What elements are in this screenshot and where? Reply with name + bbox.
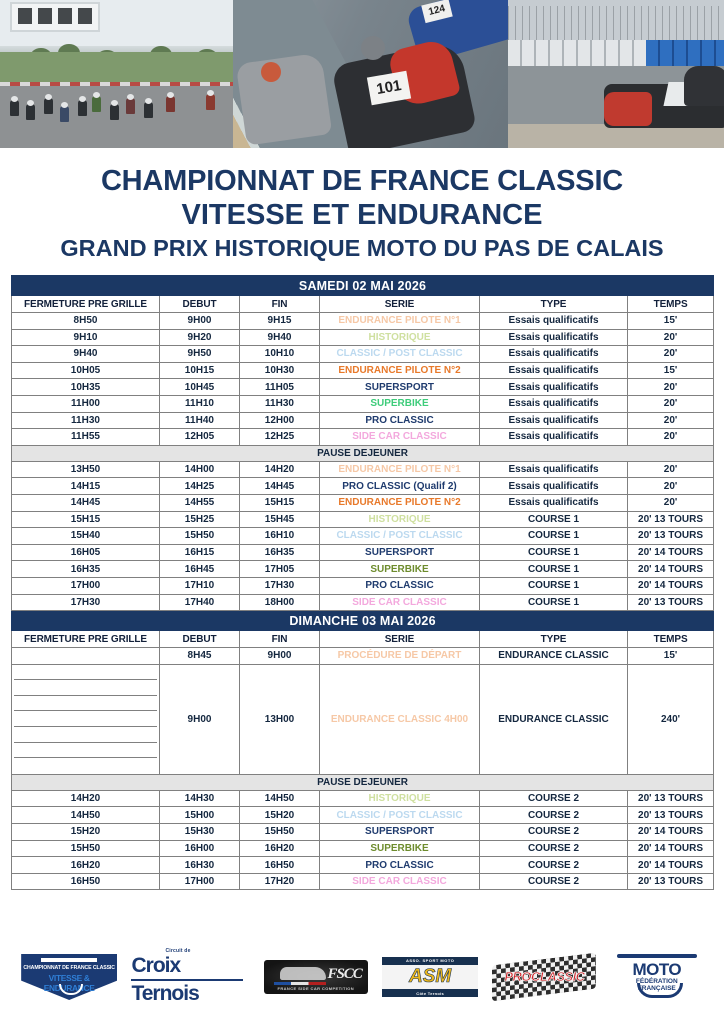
cell-serie: CLASSIC / POST CLASSIC <box>320 346 480 363</box>
cell-debut: 15H00 <box>160 807 240 824</box>
cell-type: COURSE 1 <box>480 528 628 545</box>
column-header-4: TYPE <box>480 296 628 313</box>
table-row <box>12 329 714 346</box>
cell-temps: 20' 14 TOURS <box>628 824 714 841</box>
cell-temps: 20' 14 TOURS <box>628 840 714 857</box>
cell-temps: 20' <box>628 329 714 346</box>
column-header-0: FERMETURE PRE GRILLE <box>12 631 160 648</box>
cell-fermeture: 9H40 <box>12 346 160 363</box>
cell-debut: 10H45 <box>160 379 240 396</box>
cell-temps: 20' <box>628 429 714 446</box>
column-header-row <box>12 631 714 648</box>
cell-fermeture: 16H35 <box>12 561 160 578</box>
cell-serie: CLASSIC / POST CLASSIC <box>320 807 480 824</box>
cell-temps: 20' <box>628 379 714 396</box>
table-row <box>12 528 714 545</box>
cell-fin: 11H05 <box>240 379 320 396</box>
table-row <box>12 857 714 874</box>
cell-fin: 13H00 <box>240 664 320 774</box>
table-row <box>12 840 714 857</box>
table-row <box>12 412 714 429</box>
cell-temps: 20' <box>628 461 714 478</box>
column-header-5: TEMPS <box>628 631 714 648</box>
endurance-empty-subrow <box>14 680 157 696</box>
cell-serie: PRO CLASSIC (Qualif 2) <box>320 478 480 495</box>
cell-type: Essais qualificatifs <box>480 379 628 396</box>
table-row <box>12 494 714 511</box>
cell-serie: ENDURANCE PILOTE N°1 <box>320 313 480 330</box>
cell-fermeture: 17H00 <box>12 577 160 594</box>
cell-fermeture: 14H20 <box>12 790 160 807</box>
endurance-empty-subrow <box>14 758 157 774</box>
cell-debut: 12H05 <box>160 429 240 446</box>
logo-ffm-moto: MOTO <box>632 960 682 979</box>
cell-serie: SIDE CAR CLASSIC <box>320 429 480 446</box>
cell-temps: 20' 13 TOURS <box>628 873 714 890</box>
table-row <box>12 577 714 594</box>
cell-serie: PRO CLASSIC <box>320 857 480 874</box>
endurance-empty-subrow <box>14 665 157 681</box>
cell-debut: 14H25 <box>160 478 240 495</box>
cell-fermeture: 17H30 <box>12 594 160 611</box>
cell-serie: PRO CLASSIC <box>320 577 480 594</box>
logo-asm-bottom: Côte Ternois <box>416 991 445 996</box>
logo-ffm-line2: FRANÇAISE <box>637 985 676 992</box>
cell-fin: 10H30 <box>240 362 320 379</box>
cell-fin: 12H25 <box>240 429 320 446</box>
cell-fin: 14H45 <box>240 478 320 495</box>
cell-fin: 16H10 <box>240 528 320 545</box>
cell-type: COURSE 2 <box>480 857 628 874</box>
cell-serie: PROCÉDURE DE DÉPART <box>320 648 480 665</box>
page-title <box>0 148 724 263</box>
cell-serie: HISTORIQUE <box>320 511 480 528</box>
cell-fermeture: 15H50 <box>12 840 160 857</box>
cell-temps: 20' 14 TOURS <box>628 544 714 561</box>
title-line-1: CHAMPIONNAT DE FRANCE CLASSIC <box>100 165 624 197</box>
logo-proclassic <box>492 957 596 997</box>
cell-debut: 8H45 <box>160 648 240 665</box>
table-row <box>12 362 714 379</box>
cell-fermeture: 14H50 <box>12 807 160 824</box>
logo-fscc-text: FSCC <box>327 966 362 982</box>
cell-type: Essais qualificatifs <box>480 329 628 346</box>
cell-temps: 240' <box>628 664 714 774</box>
table-row <box>12 313 714 330</box>
cell-fermeture: 10H05 <box>12 362 160 379</box>
cell-fin: 14H20 <box>240 461 320 478</box>
table-row <box>12 478 714 495</box>
table-row <box>12 346 714 363</box>
cell-fermeture: 10H35 <box>12 379 160 396</box>
cell-temps: 20' 13 TOURS <box>628 807 714 824</box>
cell-fin: 9H00 <box>240 648 320 665</box>
table-row <box>12 561 714 578</box>
photo-pack-of-motorcycles-on-track <box>0 0 233 148</box>
cell-debut: 17H10 <box>160 577 240 594</box>
day-band-label: SAMEDI 02 MAI 2026 <box>12 276 714 296</box>
logo-championnat-de-france-classic <box>21 954 117 1000</box>
table-row <box>12 511 714 528</box>
lunch-break-row <box>12 445 714 461</box>
cell-serie: SIDE CAR CLASSIC <box>320 594 480 611</box>
cell-temps: 20' 13 TOURS <box>628 511 714 528</box>
title-line-2: VITESSE ET ENDURANCE <box>181 199 543 231</box>
cell-fin: 15H15 <box>240 494 320 511</box>
cell-fin: 10H10 <box>240 346 320 363</box>
column-header-5: TEMPS <box>628 296 714 313</box>
cell-fermeture: 16H20 <box>12 857 160 874</box>
cell-debut: 14H30 <box>160 790 240 807</box>
lunch-break-label: PAUSE DEJEUNER <box>12 774 714 790</box>
endurance-empty-subrow <box>14 743 157 759</box>
cell-fin: 16H50 <box>240 857 320 874</box>
cell-fermeture: 11H30 <box>12 412 160 429</box>
logo-asm-top: ASSO. SPORT MOTO <box>405 958 455 963</box>
cell-temps: 15' <box>628 648 714 665</box>
cell-serie: CLASSIC / POST CLASSIC <box>320 528 480 545</box>
cell-debut: 17H40 <box>160 594 240 611</box>
table-row <box>12 664 714 774</box>
cell-fin: 16H35 <box>240 544 320 561</box>
cell-debut: 9H20 <box>160 329 240 346</box>
cell-fermeture: 8H50 <box>12 313 160 330</box>
endurance-empty-subrow <box>14 727 157 743</box>
cell-temps: 20' <box>628 395 714 412</box>
column-header-3: SERIE <box>320 631 480 648</box>
title-line-3: GRAND PRIX HISTORIQUE MOTO DU PAS DE CALAIS <box>60 235 664 261</box>
cell-type: Essais qualificatifs <box>480 494 628 511</box>
cell-debut: 9H00 <box>160 313 240 330</box>
photo-rider-number-101-cornering: 124 101 <box>233 0 508 148</box>
cell-temps: 20' 13 TOURS <box>628 790 714 807</box>
cell-fin: 17H20 <box>240 873 320 890</box>
cell-fermeture: 13H50 <box>12 461 160 478</box>
cell-fin: 12H00 <box>240 412 320 429</box>
cell-fermeture <box>12 648 160 665</box>
logo-croix-small: Circuit de <box>165 948 191 954</box>
cell-fermeture: 14H45 <box>12 494 160 511</box>
day-band-row <box>12 276 714 296</box>
cell-type: Essais qualificatifs <box>480 395 628 412</box>
cell-fin: 9H15 <box>240 313 320 330</box>
column-header-4: TYPE <box>480 631 628 648</box>
column-header-0: FERMETURE PRE GRILLE <box>12 296 160 313</box>
cell-serie: SUPERSPORT <box>320 544 480 561</box>
cell-fin: 17H05 <box>240 561 320 578</box>
logo-proclassic-text: PROCLASSIC <box>504 969 585 984</box>
cell-serie: SUPERBIKE <box>320 561 480 578</box>
logo-croix-big2: Ternois <box>131 982 199 1005</box>
cell-debut: 10H15 <box>160 362 240 379</box>
logo-cfc-line1: CHAMPIONNAT DE FRANCE CLASSIC <box>23 965 115 971</box>
table-row <box>12 648 714 665</box>
table-row <box>12 790 714 807</box>
cell-type: COURSE 2 <box>480 840 628 857</box>
cell-debut: 17H00 <box>160 873 240 890</box>
cell-fermeture: 14H15 <box>12 478 160 495</box>
table-row <box>12 824 714 841</box>
cell-debut: 16H45 <box>160 561 240 578</box>
logo-fscc <box>264 960 368 994</box>
photo-sidecar-classic-racing <box>508 0 724 148</box>
cell-fermeture: 15H15 <box>12 511 160 528</box>
cell-temps: 20' 13 TOURS <box>628 594 714 611</box>
cell-temps: 15' <box>628 362 714 379</box>
photo-banner <box>0 0 724 148</box>
cell-fin: 18H00 <box>240 594 320 611</box>
lunch-break-row <box>12 774 714 790</box>
cell-serie: ENDURANCE CLASSIC 4H00 <box>320 664 480 774</box>
logo-asm-main: ASM <box>409 966 452 987</box>
cell-fin: 14H50 <box>240 790 320 807</box>
table-row <box>12 429 714 446</box>
day-band-label: DIMANCHE 03 MAI 2026 <box>12 611 714 631</box>
cell-type: Essais qualificatifs <box>480 362 628 379</box>
column-header-2: FIN <box>240 631 320 648</box>
cell-type: COURSE 2 <box>480 873 628 890</box>
cell-debut: 9H00 <box>160 664 240 774</box>
cell-type: Essais qualificatifs <box>480 313 628 330</box>
day-band-row <box>12 611 714 631</box>
cell-serie: HISTORIQUE <box>320 329 480 346</box>
column-header-1: DEBUT <box>160 296 240 313</box>
cell-fermeture: 15H20 <box>12 824 160 841</box>
cell-type: Essais qualificatifs <box>480 461 628 478</box>
cell-fin: 11H30 <box>240 395 320 412</box>
cell-serie: SUPERSPORT <box>320 824 480 841</box>
cell-type: COURSE 1 <box>480 561 628 578</box>
lunch-break-label: PAUSE DEJEUNER <box>12 445 714 461</box>
cell-fin: 17H30 <box>240 577 320 594</box>
cell-fermeture: 11H00 <box>12 395 160 412</box>
cell-fermeture: 15H40 <box>12 528 160 545</box>
cell-serie: HISTORIQUE <box>320 790 480 807</box>
cell-fermeture: 9H10 <box>12 329 160 346</box>
cell-serie: ENDURANCE PILOTE N°2 <box>320 362 480 379</box>
table-row <box>12 594 714 611</box>
cell-temps: 20' <box>628 494 714 511</box>
cell-type: COURSE 1 <box>480 511 628 528</box>
cell-serie: ENDURANCE PILOTE N°2 <box>320 494 480 511</box>
logo-cfc-line2: VITESSE & ENDURANCE <box>43 973 95 993</box>
table-row <box>12 873 714 890</box>
cell-fin: 16H20 <box>240 840 320 857</box>
cell-type: COURSE 2 <box>480 824 628 841</box>
sponsor-logos <box>0 944 724 1010</box>
cell-debut: 14H55 <box>160 494 240 511</box>
cell-temps: 20' 14 TOURS <box>628 857 714 874</box>
cell-serie: PRO CLASSIC <box>320 412 480 429</box>
column-header-row <box>12 296 714 313</box>
cell-type: ENDURANCE CLASSIC <box>480 664 628 774</box>
cell-fin: 9H40 <box>240 329 320 346</box>
column-header-3: SERIE <box>320 296 480 313</box>
endurance-empty-subrow <box>14 696 157 712</box>
endurance-empty-stack <box>12 664 160 774</box>
logo-fscc-sub: FRANCE SIDE CAR COMPETITION <box>277 986 355 991</box>
cell-debut: 15H30 <box>160 824 240 841</box>
cell-debut: 15H25 <box>160 511 240 528</box>
table-row <box>12 379 714 396</box>
cell-debut: 11H40 <box>160 412 240 429</box>
cell-debut: 16H30 <box>160 857 240 874</box>
logo-ffm-line1: FÉDÉRATION <box>635 978 678 985</box>
cell-type: Essais qualificatifs <box>480 429 628 446</box>
table-row <box>12 807 714 824</box>
cell-fin: 15H20 <box>240 807 320 824</box>
cell-temps: 20' 14 TOURS <box>628 561 714 578</box>
cell-serie: SUPERBIKE <box>320 395 480 412</box>
cell-type: ENDURANCE CLASSIC <box>480 648 628 665</box>
logo-ffm-federation-francaise-motocyclisme <box>611 954 703 1000</box>
cell-debut: 11H10 <box>160 395 240 412</box>
logo-croix-big1: Croix <box>131 954 181 977</box>
cell-fermeture: 11H55 <box>12 429 160 446</box>
column-header-1: DEBUT <box>160 631 240 648</box>
cell-fermeture: 16H05 <box>12 544 160 561</box>
cell-serie: SUPERSPORT <box>320 379 480 396</box>
endurance-empty-subrow <box>14 711 157 727</box>
cell-debut: 14H00 <box>160 461 240 478</box>
cell-debut: 15H50 <box>160 528 240 545</box>
cell-fermeture: 16H50 <box>12 873 160 890</box>
cell-serie: ENDURANCE PILOTE N°1 <box>320 461 480 478</box>
table-row <box>12 461 714 478</box>
cell-debut: 9H50 <box>160 346 240 363</box>
cell-temps: 20' <box>628 412 714 429</box>
cell-type: COURSE 1 <box>480 594 628 611</box>
cell-serie: SUPERBIKE <box>320 840 480 857</box>
logo-asm <box>382 957 478 997</box>
logo-circuit-croix-en-ternois <box>131 948 249 1006</box>
cell-type: COURSE 1 <box>480 544 628 561</box>
column-header-2: FIN <box>240 296 320 313</box>
cell-type: Essais qualificatifs <box>480 346 628 363</box>
cell-type: Essais qualificatifs <box>480 412 628 429</box>
cell-type: COURSE 2 <box>480 790 628 807</box>
cell-fin: 15H50 <box>240 824 320 841</box>
cell-serie: SIDE CAR CLASSIC <box>320 873 480 890</box>
cell-temps: 20' <box>628 478 714 495</box>
cell-temps: 15' <box>628 313 714 330</box>
cell-type: Essais qualificatifs <box>480 478 628 495</box>
table-row <box>12 395 714 412</box>
cell-temps: 20' <box>628 346 714 363</box>
cell-type: COURSE 1 <box>480 577 628 594</box>
cell-debut: 16H15 <box>160 544 240 561</box>
cell-fin: 15H45 <box>240 511 320 528</box>
table-row <box>12 544 714 561</box>
cell-temps: 20' 13 TOURS <box>628 528 714 545</box>
cell-type: COURSE 2 <box>480 807 628 824</box>
schedule-table <box>11 275 714 890</box>
cell-temps: 20' 14 TOURS <box>628 577 714 594</box>
cell-debut: 16H00 <box>160 840 240 857</box>
